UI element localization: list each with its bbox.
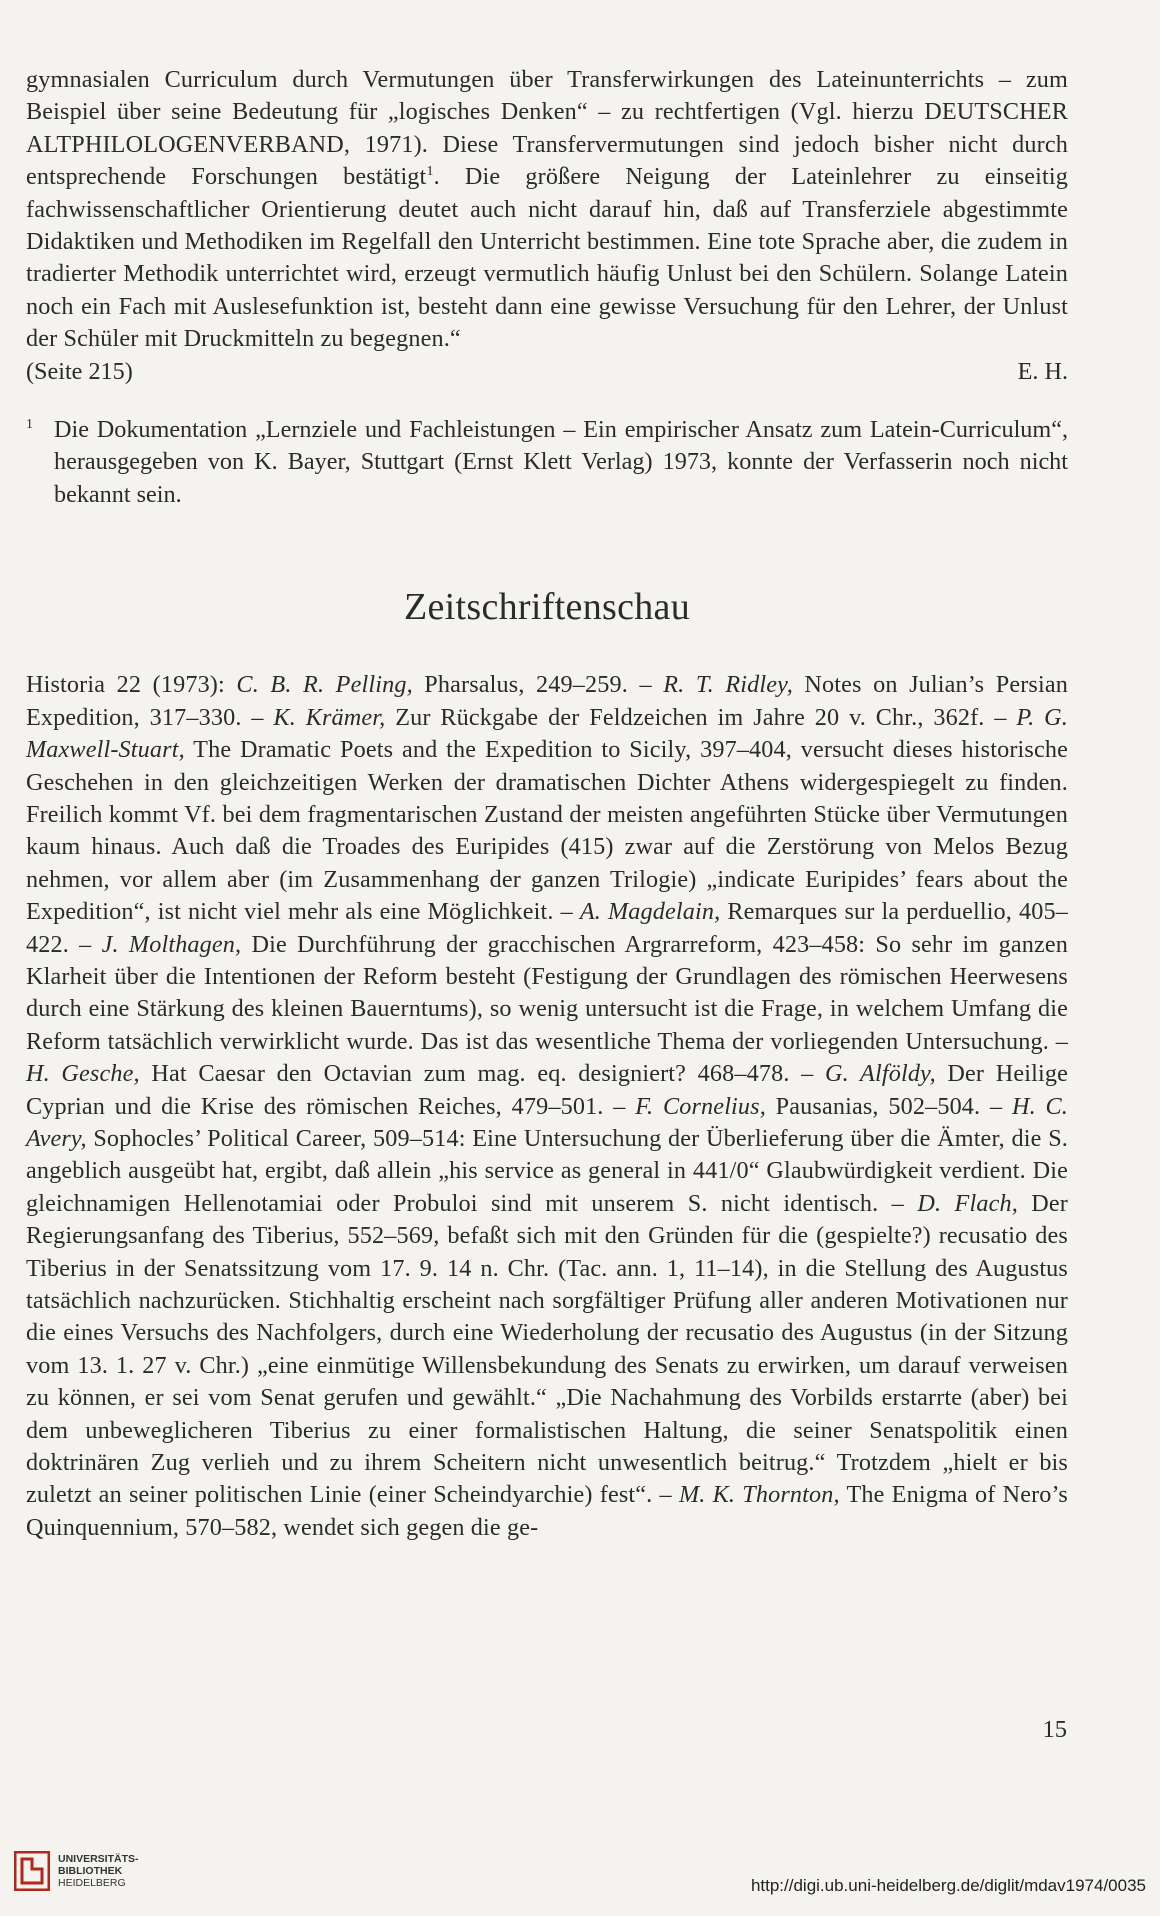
footnote <box>26 414 1068 511</box>
footnote-mark: 1 <box>26 417 33 433</box>
author-name: F. Cornelius, <box>635 1092 766 1120</box>
author-name: J. Molthagen, <box>101 930 242 958</box>
page-reference: (Seite 215) <box>26 357 133 385</box>
author-name: M. K. Thornton, <box>678 1481 840 1509</box>
signature-line <box>26 356 1068 388</box>
section-title: Zeitschriftenschau <box>403 586 691 629</box>
author-name: C. B. R. Pelling, <box>236 671 413 699</box>
page-body <box>26 64 1068 1544</box>
author-name: H. C. Avery, <box>26 1092 1068 1152</box>
footnote-text: Die Dokumentation „Lernziele und Fachleistungen – Ein empirischer Ansatz zum Latein-Curriculum“, herausgegeben von K. Bayer, Stuttgart (Ernst Klett Verlag) 1973, konnte der Verfasserin noch nicht bekannt sein. <box>54 416 1068 508</box>
author-name: K. Krämer, <box>273 703 386 731</box>
author-name: R. T. Ridley, <box>663 671 793 699</box>
library-emblem-icon <box>14 1851 50 1891</box>
author-name: G. Alföldy, <box>825 1060 936 1088</box>
author-name: A. Magdelain, <box>579 898 721 926</box>
author-name: D. Flach, <box>917 1189 1018 1217</box>
source-url[interactable]: http://digi.ub.uni-heidelberg.de/diglit/mdav1974/0035 <box>750 1876 1146 1895</box>
author-name: H. Gesche, <box>26 1060 140 1088</box>
review-paragraph: Historia 22 (1973): C. B. R. Pelling, Pharsalus, 249–259. – R. T. Ridley, Notes on Julian’s Persian Expedition, 317–330. – K. Krämer, Zur Rückgabe der Feldzeichen im Jahre 20 v. Chr., 362f. – P. G. Maxwell-Stuart, The Dramatic Poets and the Expedition to Sicily, 397–404, versucht dieses historische Geschehen in den gleichzeitigen Werken der dramatischen Dichter Athens widergespiegelt zu finden. Freilich kommt Vf. bei dem fragmentarischen Zustand der meisten angeführten Stücke über Vermutungen kaum hinaus. Auch daß die Troades des Euripides (415) zwar auf die Zerstörung von Melos Bezug nehmen, vor allem aber (im Zusammenhang der ganzen Trilogie) „indicate Euripides’ fears about the Expedition“, ist nicht viel mehr als eine Möglichkeit. – A. Magdelain, Remarques sur la perduellio, 405–422. – J. Molthagen, Die Durchführung der gracchischen Argrarreform, 423–458: So sehr im ganzen Klarheit über die Intentionen der Reform besteht (Festigung der Grundlagen des römischen Heerwesens durch eine Stärkung des kleinen Bauerntums), so wenig untersucht ist die Frage, in welchem Umfang die Reform tatsächlich verwirklicht wurde. Das ist das wesentliche Thema der vorliegenden Untersuchung. – H. Gesche, Hat Caesar den Octavian zum mag. eq. designiert? 468–478. – G. Alföldy, Der Heilige Cyprian und die Krise des römischen Reiches, 479–501. – F. Cornelius, Pausanias, 502–504. – H. C. Avery, Sophocles’ Political Career, 509–514: Eine Untersuchung der Überlieferung über die Ämter, die S. angeblich ausgeübt hat, ergibt, daß allein „his service as general in 441/0“ Glaubwürdigkeit verdient. Die gleichnamigen Hellenotamiai oder Probuloi sind mit unserem S. nicht identisch. – D. Flach, Der Regierungsanfang des Tiberius, 552–569, befaßt sich mit den Gründen für die (gespielte?) recusatio des Tiberius in der Senatssitzung vom 17. 9. 14 n. Chr. (Tac. ann. 1, 11–14), in die Stellung des Augustus tatsächlich nachzurücken. Stichhaltig erscheint nach sorgfältiger Prüfung aller anderen Motivationen nur die eines Versuchs des Nachfolgers, durch eine Wiederholung der recusatio des Augustus (in der Sitzung vom 13. 1. 27 v. Chr.) „eine einmütige Willensbekundung des Senats zu erwirken, um darauf verweisen zu können, er sei vom Senat gerufen und gewählt.“ „Die Nachahmung des Vorbilds erstarrte (aber) bei dem unbeweglicheren Tiberius zu einer formalistischen Haltung, die seiner Senatspolitik einen doktrinären Zug verlieh und zu ihrem Scheitern nicht unwesentlich beitrug.“ Trotzdem „hielt er bis zuletzt an seiner politischen Linie (einer Scheindyarchie) fest“. – M. K. Thornton, The Enigma of Nero’s Quinquennium, 570–582, wendet sich gegen die ge- <box>26 671 1069 1541</box>
page-number: 15 <box>1042 1716 1067 1743</box>
footnote-reference: 1 <box>426 164 434 180</box>
library-logo <box>14 1851 139 1891</box>
author-name: P. G. Maxwell-Stuart, <box>26 703 1069 764</box>
continuation-paragraph: gymnasialen Curriculum durch Vermutungen über Transferwirkungen des Lateinunterrichts – zum Beispiel über seine Bedeutung für „logisches Denken“ – zu rechtfertigen (Vgl. hierzu DEUTSCHER ALTPHILOLOGENVERBAND, 1971). Diese Transfervermutungen sind jedoch bisher nicht durch entsprechende Forschungen bestätigt$^1$. Die größere Neigung der Lateinlehrer zu einseitig fachwissenschaftlicher Orientierung deutet auch nicht darauf hin, daß auf Transferziele abgestimmte Didaktiken und Methodiken im Regelfall den Unterricht bestimmen. Eine tote Sprache aber, die zudem in tradierter Methodik unterrichtet wird, erzeugt vermutlich häufig Unlust bei den Schülern. Solange Latein noch ein Fach mit Auslesefunktion ist, besteht dann eine gewisse Versuchung für den Lehrer, der Unlust der Schüler mit Druckmitteln zu begegnen.“ <box>26 66 1068 353</box>
library-name: UNIVERSITÄTS- BIBLIOTHEK HEIDELBERG <box>58 1853 139 1889</box>
author-initials: E. H. <box>1017 357 1068 385</box>
